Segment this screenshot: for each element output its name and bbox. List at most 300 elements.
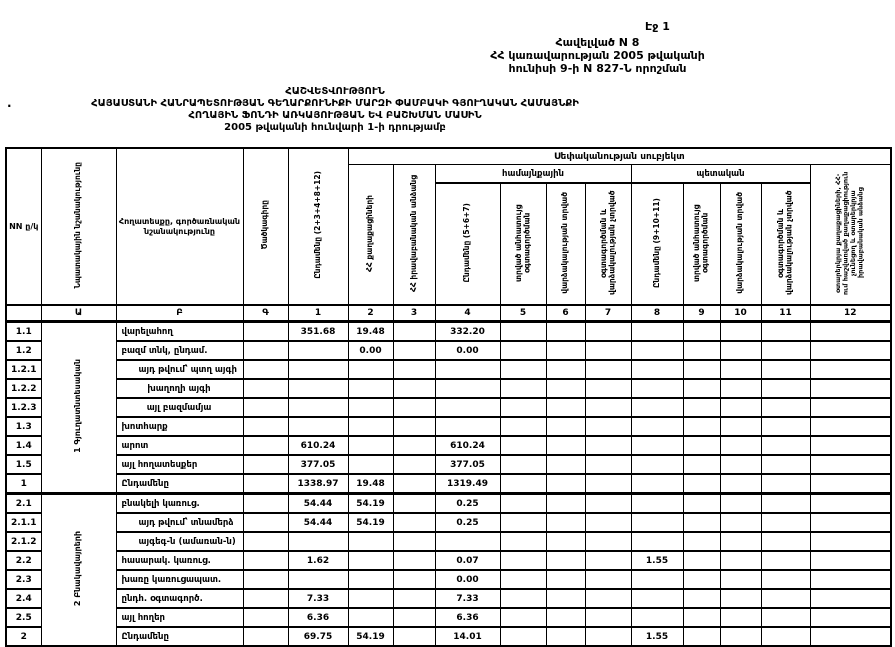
annex-line: ՀՀ կառավարության 2005 թվականի: [490, 49, 705, 62]
value-cell: [761, 589, 810, 608]
row-label-cell: բնակելի կառուց.: [116, 494, 243, 514]
row-codecol-cell: [243, 322, 288, 342]
value-cell: [720, 570, 761, 589]
value-cell: [683, 494, 720, 514]
row-codecol-cell: [243, 494, 288, 514]
value-cell: [761, 627, 810, 646]
value-cell: [288, 417, 348, 436]
letter-cell: 1: [288, 305, 348, 322]
group-header-communal: համայնքային: [435, 165, 631, 184]
value-cell: [683, 532, 720, 551]
value-cell: [761, 513, 810, 532]
value-cell: 0.25: [435, 513, 500, 532]
value-cell: [585, 608, 631, 627]
value-cell: [500, 398, 546, 417]
value-cell: [631, 322, 683, 342]
value-cell: [683, 417, 720, 436]
value-cell: [810, 589, 891, 608]
value-cell: 6.36: [435, 608, 500, 627]
value-cell: [546, 417, 585, 436]
value-cell: [810, 360, 891, 379]
letter-cell: Ա: [41, 305, 116, 322]
column-header-communal-unassigned: օգտագործման և վարձակալության չտրված: [585, 183, 631, 305]
value-cell: 610.24: [288, 436, 348, 455]
title-line: ՀՈՂԱՅԻՆ ՖՈՆԴԻ ԱՌԿԱՅՈՒԹՅԱՆ ԵՎ ԲԱՇԽՄԱՆ ՄԱՍԻՆ: [188, 110, 482, 121]
value-cell: [500, 455, 546, 474]
value-cell: [500, 532, 546, 551]
row-code-cell: 2.1: [6, 494, 41, 514]
value-cell: [761, 417, 810, 436]
value-cell: [720, 341, 761, 360]
value-cell: [631, 474, 683, 494]
value-cell: 377.05: [435, 455, 500, 474]
value-cell: 1.62: [288, 551, 348, 570]
value-cell: [546, 589, 585, 608]
table-row: [6, 532, 891, 551]
column-header-code: Ծածկագիրը: [243, 148, 288, 305]
land-fund-report-table: [5, 147, 892, 647]
value-cell: [393, 436, 435, 455]
column-header-nn: NN ը/կ: [6, 148, 41, 305]
value-cell: [546, 627, 585, 646]
row-label-cell: այլ բազմամյա: [116, 398, 243, 417]
value-cell: [585, 474, 631, 494]
value-cell: [585, 341, 631, 360]
value-cell: [546, 436, 585, 455]
value-cell: 19.48: [348, 474, 393, 494]
row-code-cell: 2.2: [6, 551, 41, 570]
value-cell: [631, 589, 683, 608]
value-cell: [435, 417, 500, 436]
value-cell: [500, 341, 546, 360]
row-codecol-cell: [243, 551, 288, 570]
value-cell: 6.36: [288, 608, 348, 627]
value-cell: [683, 474, 720, 494]
value-cell: [393, 627, 435, 646]
value-cell: [393, 494, 435, 514]
column-header-communal-leased: վարձակալության տրված: [546, 183, 585, 305]
letter-cell: 4: [435, 305, 500, 322]
value-cell: [500, 551, 546, 570]
column-header-purpose: Նպատակային նշանակությունը: [41, 148, 116, 305]
value-cell: [631, 417, 683, 436]
value-cell: [500, 474, 546, 494]
group-header-ownership-subject: Սեփականության սուբյեկտ: [348, 148, 891, 165]
row-codecol-cell: [243, 627, 288, 646]
value-cell: [683, 627, 720, 646]
value-cell: [348, 551, 393, 570]
value-cell: [761, 379, 810, 398]
value-cell: [810, 379, 891, 398]
value-cell: [631, 494, 683, 514]
row-code-cell: 1.2.3: [6, 398, 41, 417]
value-cell: [500, 436, 546, 455]
row-codecol-cell: [243, 379, 288, 398]
value-cell: [810, 551, 891, 570]
value-cell: [683, 608, 720, 627]
value-cell: [683, 436, 720, 455]
value-cell: [720, 532, 761, 551]
value-cell: [435, 360, 500, 379]
value-cell: 0.07: [435, 551, 500, 570]
value-cell: [348, 608, 393, 627]
value-cell: [585, 455, 631, 474]
row-label-cell: խառը կառուցապատ.: [116, 570, 243, 589]
value-cell: [500, 608, 546, 627]
value-cell: [393, 570, 435, 589]
value-cell: [393, 455, 435, 474]
row-label-cell: այդ թվում՝ պտղ այգի: [116, 360, 243, 379]
value-cell: 0.00: [348, 341, 393, 360]
row-codecol-cell: [243, 608, 288, 627]
value-cell: [288, 570, 348, 589]
value-cell: [683, 513, 720, 532]
value-cell: [546, 322, 585, 342]
column-header-state-leased: վարձակալության տրված: [720, 183, 761, 305]
value-cell: [546, 474, 585, 494]
value-cell: [720, 398, 761, 417]
value-cell: [546, 513, 585, 532]
row-code-cell: 1.2.2: [6, 379, 41, 398]
value-cell: 610.24: [435, 436, 500, 455]
value-cell: [683, 570, 720, 589]
value-cell: [720, 551, 761, 570]
value-cell: [585, 398, 631, 417]
value-cell: [348, 398, 393, 417]
table-row: [6, 570, 891, 589]
row-codecol-cell: [243, 436, 288, 455]
value-cell: [683, 341, 720, 360]
value-cell: [500, 322, 546, 342]
value-cell: [720, 455, 761, 474]
value-cell: [546, 455, 585, 474]
row-label-cell: հասարակ. կառուց.: [116, 551, 243, 570]
row-label-cell: բազմ տնկ, ընդամ.: [116, 341, 243, 360]
value-cell: [683, 398, 720, 417]
letter-cell: Բ: [116, 305, 243, 322]
row-codecol-cell: [243, 360, 288, 379]
row-label-cell: խաղողի այգի: [116, 379, 243, 398]
stray-mark: .: [7, 96, 12, 110]
column-header-state-unassigned: օգտագործման և վարձակալության չտրված: [761, 183, 810, 305]
value-cell: [546, 570, 585, 589]
row-code-cell: 1.2.1: [6, 360, 41, 379]
row-code-cell: 2.5: [6, 608, 41, 627]
value-cell: [761, 494, 810, 514]
value-cell: [631, 379, 683, 398]
row-code-cell: 1.2: [6, 341, 41, 360]
value-cell: 0.00: [435, 341, 500, 360]
row-label-cell: ընդհ. օգտագործ.: [116, 589, 243, 608]
group-header-state: պետական: [631, 165, 810, 184]
value-cell: 377.05: [288, 455, 348, 474]
value-cell: [761, 608, 810, 627]
value-cell: 14.01: [435, 627, 500, 646]
value-cell: 332.20: [435, 322, 500, 342]
value-cell: [585, 322, 631, 342]
value-cell: [348, 532, 393, 551]
value-cell: [585, 570, 631, 589]
value-cell: [500, 360, 546, 379]
letter-cell: 5: [500, 305, 546, 322]
annex-reference-block: [450, 36, 745, 75]
value-cell: [810, 322, 891, 342]
row-code-cell: 1.4: [6, 436, 41, 455]
row-code-cell: 2.4: [6, 589, 41, 608]
row-code-cell: 1.1: [6, 322, 41, 342]
value-cell: [348, 455, 393, 474]
value-cell: [585, 532, 631, 551]
value-cell: [393, 398, 435, 417]
value-cell: [810, 436, 891, 455]
value-cell: 0.25: [435, 494, 500, 514]
value-cell: [720, 513, 761, 532]
value-cell: [761, 532, 810, 551]
value-cell: [720, 322, 761, 342]
value-cell: [720, 379, 761, 398]
row-code-cell: 2.1.2: [6, 532, 41, 551]
value-cell: 351.68: [288, 322, 348, 342]
row-codecol-cell: [243, 532, 288, 551]
row-codecol-cell: [243, 513, 288, 532]
value-cell: 1319.49: [435, 474, 500, 494]
row-codecol-cell: [243, 589, 288, 608]
value-cell: [720, 474, 761, 494]
value-cell: [761, 455, 810, 474]
row-code-cell: 1: [6, 474, 41, 494]
value-cell: [546, 360, 585, 379]
value-cell: 54.19: [348, 627, 393, 646]
section-label: 2 Բնակավայրերի: [73, 530, 83, 607]
value-cell: [761, 398, 810, 417]
value-cell: [810, 627, 891, 646]
value-cell: [761, 436, 810, 455]
value-cell: [500, 570, 546, 589]
value-cell: [810, 608, 891, 627]
table-row: [6, 589, 891, 608]
value-cell: [810, 513, 891, 532]
value-cell: [393, 379, 435, 398]
value-cell: [288, 532, 348, 551]
value-cell: [585, 513, 631, 532]
value-cell: [683, 551, 720, 570]
title-line: 2005 թվականի հունվարի 1-ի դրությամբ: [224, 122, 446, 133]
section-label-cell: [41, 494, 116, 647]
value-cell: [810, 455, 891, 474]
value-cell: [720, 360, 761, 379]
value-cell: 54.19: [348, 513, 393, 532]
value-cell: [393, 474, 435, 494]
letter-cell: [6, 305, 41, 322]
value-cell: [585, 360, 631, 379]
value-cell: [500, 379, 546, 398]
row-label-cell: այդ թվում՝ տնամերձ: [116, 513, 243, 532]
row-codecol-cell: [243, 398, 288, 417]
value-cell: [720, 627, 761, 646]
value-cell: 1.55: [631, 627, 683, 646]
value-cell: [683, 360, 720, 379]
value-cell: [761, 341, 810, 360]
row-label-cell: այլ հողատեսքեր: [116, 455, 243, 474]
value-cell: [393, 417, 435, 436]
letter-cell: Գ: [243, 305, 288, 322]
value-cell: [393, 532, 435, 551]
value-cell: 1.55: [631, 551, 683, 570]
letter-cell: 9: [683, 305, 720, 322]
value-cell: [585, 417, 631, 436]
table-row: [6, 494, 891, 514]
table-row: [6, 379, 891, 398]
row-code-cell: 2.1.1: [6, 513, 41, 532]
value-cell: [500, 417, 546, 436]
value-cell: [435, 398, 500, 417]
value-cell: 7.33: [288, 589, 348, 608]
row-codecol-cell: [243, 341, 288, 360]
document-title-block: [5, 86, 665, 134]
letter-cell: 3: [393, 305, 435, 322]
row-code-cell: 1.5: [6, 455, 41, 474]
value-cell: [761, 474, 810, 494]
row-codecol-cell: [243, 455, 288, 474]
column-header-state-total: Ընդամենը (9+10+11): [631, 183, 683, 305]
table-row: [6, 341, 891, 360]
value-cell: [761, 570, 810, 589]
value-cell: [720, 608, 761, 627]
letter-cell: 12: [810, 305, 891, 322]
value-cell: [500, 627, 546, 646]
value-cell: [348, 589, 393, 608]
letter-cell: 2: [348, 305, 393, 322]
title-line: ՀԱՅԱՍՏԱՆԻ ՀԱՆՐԱՊԵՏՈՒԹՅԱՆ ԳԵՂԱՐՔՈՒՆԻՔԻ ՄԱՐԶԻ ՓԱՄԲԱԿԻ ԳՅՈՒՂԱԿԱՆ ՀԱՄԱՅՆՔԻ: [91, 98, 579, 109]
value-cell: 1338.97: [288, 474, 348, 494]
value-cell: [546, 398, 585, 417]
table-row: [6, 513, 891, 532]
value-cell: [720, 436, 761, 455]
row-label-cell: վարելահող: [116, 322, 243, 342]
value-cell: [810, 570, 891, 589]
value-cell: 69.75: [288, 627, 348, 646]
value-cell: 54.44: [288, 513, 348, 532]
value-cell: [288, 379, 348, 398]
column-header-citizens: ՀՀ քաղաքացիների: [348, 165, 393, 306]
value-cell: [810, 532, 891, 551]
column-header-communal-free-use: տրված անհատույց օգտագործման: [500, 183, 546, 305]
row-codecol-cell: [243, 570, 288, 589]
value-cell: [631, 532, 683, 551]
report-table-body: [6, 322, 891, 647]
value-cell: [631, 436, 683, 455]
value-cell: [393, 589, 435, 608]
column-header-total1: Ընդամենը (2+3+4+8+12): [288, 148, 348, 305]
value-cell: [393, 322, 435, 342]
value-cell: [631, 570, 683, 589]
value-cell: [288, 360, 348, 379]
value-cell: [810, 398, 891, 417]
value-cell: [546, 341, 585, 360]
row-code-cell: 2: [6, 627, 41, 646]
value-cell: [500, 513, 546, 532]
row-label-cell: Ընդամենը: [116, 627, 243, 646]
value-cell: 54.19: [348, 494, 393, 514]
row-codecol-cell: [243, 474, 288, 494]
row-label-cell: արոտ: [116, 436, 243, 455]
row-label-cell: խոտհարք: [116, 417, 243, 436]
value-cell: 0.00: [435, 570, 500, 589]
value-cell: [288, 341, 348, 360]
value-cell: [585, 627, 631, 646]
annex-line: Հավելված N 8: [555, 36, 640, 49]
value-cell: [348, 436, 393, 455]
value-cell: [585, 379, 631, 398]
value-cell: [348, 379, 393, 398]
letter-cell: 6: [546, 305, 585, 322]
value-cell: [761, 360, 810, 379]
table-row: [6, 608, 891, 627]
row-code-cell: 1.3: [6, 417, 41, 436]
value-cell: [546, 532, 585, 551]
value-cell: [348, 417, 393, 436]
letter-cell: 7: [585, 305, 631, 322]
value-cell: 7.33: [435, 589, 500, 608]
value-cell: [631, 398, 683, 417]
value-cell: [348, 360, 393, 379]
value-cell: [435, 379, 500, 398]
value-cell: [585, 436, 631, 455]
section-label: 1 Գյուղատնտեսական: [73, 359, 83, 453]
table-row: [6, 398, 891, 417]
value-cell: [631, 360, 683, 379]
value-cell: [546, 379, 585, 398]
column-header-foreign: օտարերկրյա քաղաքացիների, ՀՀ-ում հաշվառված քաղաքացիություն չունեցող և օտարերկրյա իրավաբանական անձանց: [810, 165, 891, 306]
value-cell: [288, 398, 348, 417]
table-row: [6, 627, 891, 646]
table-row: [6, 417, 891, 436]
value-cell: [500, 494, 546, 514]
table-row: [6, 322, 891, 342]
value-cell: [348, 570, 393, 589]
table-row: [6, 474, 891, 494]
value-cell: [393, 551, 435, 570]
value-cell: [393, 513, 435, 532]
row-codecol-cell: [243, 417, 288, 436]
value-cell: [393, 608, 435, 627]
value-cell: [810, 417, 891, 436]
value-cell: [500, 589, 546, 608]
row-label-cell: այգեգ-ն (ամառան-ն): [116, 532, 243, 551]
letter-cell: 11: [761, 305, 810, 322]
letter-cell: 8: [631, 305, 683, 322]
title-line: ՀԱՇՎԵՏՎՈՒԹՅՈՒՆ: [285, 86, 385, 97]
value-cell: [546, 494, 585, 514]
value-cell: [683, 455, 720, 474]
page-number-label: Էջ 1: [645, 20, 670, 33]
value-cell: [631, 455, 683, 474]
table-row: [6, 436, 891, 455]
value-cell: [720, 494, 761, 514]
value-cell: [683, 589, 720, 608]
value-cell: [546, 551, 585, 570]
table-row: [6, 360, 891, 379]
value-cell: [720, 589, 761, 608]
row-label-cell: Ընդամենը: [116, 474, 243, 494]
row-label-cell: այլ հողեր: [116, 608, 243, 627]
table-row: [6, 551, 891, 570]
value-cell: [585, 494, 631, 514]
value-cell: [631, 513, 683, 532]
value-cell: [810, 474, 891, 494]
value-cell: [761, 551, 810, 570]
value-cell: [720, 417, 761, 436]
